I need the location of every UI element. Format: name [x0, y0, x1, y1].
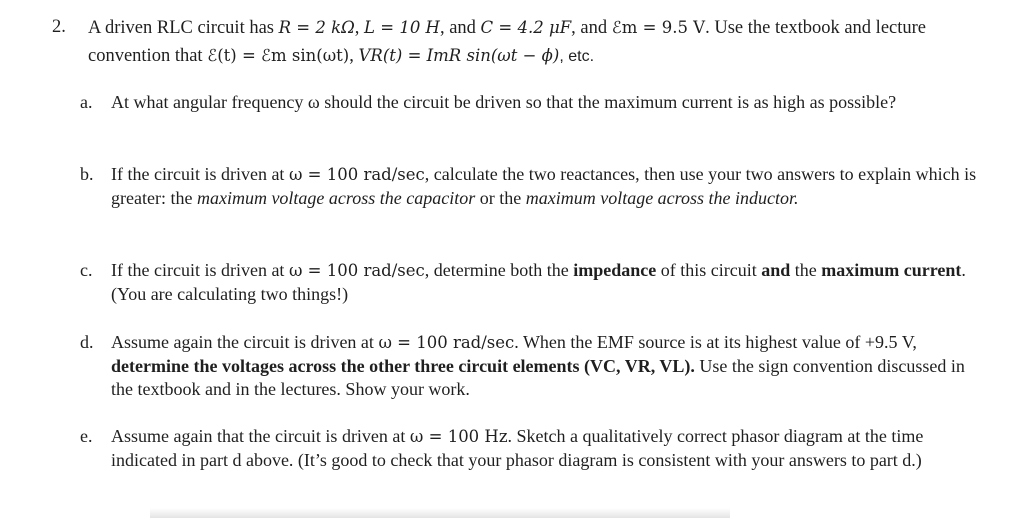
part-letter: c. — [80, 260, 93, 280]
part-text-run: of this circuit — [656, 260, 762, 280]
intro-sep: , — [349, 46, 359, 66]
bottom-shadow — [150, 508, 730, 518]
intro-text: A driven RLC circuit has — [88, 18, 279, 38]
resistance-value: R = 2 kΩ — [278, 18, 355, 37]
bold-text: and — [761, 260, 791, 280]
inductance-value: L = 10 H — [364, 18, 440, 37]
intro-text: , and — [571, 18, 612, 38]
omega-value: ω = 100 rad/sec — [288, 261, 425, 280]
part-text-run: or the — [475, 187, 526, 208]
part-text-run: If the circuit is driven at — [111, 164, 289, 184]
emf-amplitude: ℰm = 9.5 V — [611, 18, 706, 37]
part-letter: e. — [80, 426, 93, 446]
vr-equation: VR(t) = ImR sin(ωt − ϕ) — [358, 46, 560, 65]
part-letter: b. — [80, 164, 94, 184]
question-number: 2. — [52, 17, 66, 37]
intro-text: . Use the textbook and lecture convention that — [88, 18, 927, 66]
part-text-run: Use the sign convention discussed in the textbook and in the lectures. Show your work. — [111, 355, 965, 399]
part-letter: a. — [80, 92, 93, 112]
part-letter: d. — [80, 332, 94, 352]
part-text — [111, 163, 991, 210]
part-text-run: , determine both the — [424, 260, 574, 280]
question-intro — [88, 14, 993, 70]
bold-text: impedance — [573, 260, 657, 280]
emphasis-text: maximum voltage across the inductor. — [525, 187, 799, 208]
part-text-run: Assume again the circuit is driven at — [111, 332, 379, 352]
part-text: At what angular frequency ω should the circuit be driven so that the maximum current is as high as possible? — [111, 92, 897, 112]
intro-sep: , — [354, 18, 365, 38]
omega-value: ω = 100 rad/sec — [288, 165, 425, 184]
intro-text: , etc. — [559, 48, 595, 65]
omega-value: ω = 100 rad/sec — [378, 333, 515, 352]
part-text-run: , calculate the two reactances, then use your two answers to explain which is greater: the — [111, 164, 977, 208]
part-text-run: . When the EMF source is at its highest value of +9.5 V, — [514, 332, 917, 352]
part-text-run: If the circuit is driven at — [111, 260, 289, 280]
part-text — [111, 425, 991, 472]
intro-text: , and — [439, 18, 481, 38]
part-text-run: the — [790, 260, 822, 280]
part-text — [111, 331, 991, 402]
emphasis-text: maximum voltage across the capacitor — [196, 187, 476, 208]
bold-text: maximum current — [821, 260, 962, 280]
bold-text: determine the voltages across the other three circuit elements (VC, VR, VL). — [111, 355, 695, 376]
capacitance-value: C = 4.2 μF — [480, 18, 572, 37]
part-text-run: . Sketch a qualitatively correct phasor diagram at the time indicated in part d above. (It’s good to check that your phasor diagram is consistent with your answers to part d.) — [111, 426, 924, 470]
part-text-run: . (You are calculating two things!) — [111, 260, 966, 304]
omega-value: ω = 100 Hz — [409, 427, 508, 446]
part-text — [111, 259, 991, 306]
part-text-run: Assume again that the circuit is driven at — [111, 426, 410, 446]
emf-equation: ℰ(t) = ℰm sin(ωt) — [207, 46, 350, 65]
